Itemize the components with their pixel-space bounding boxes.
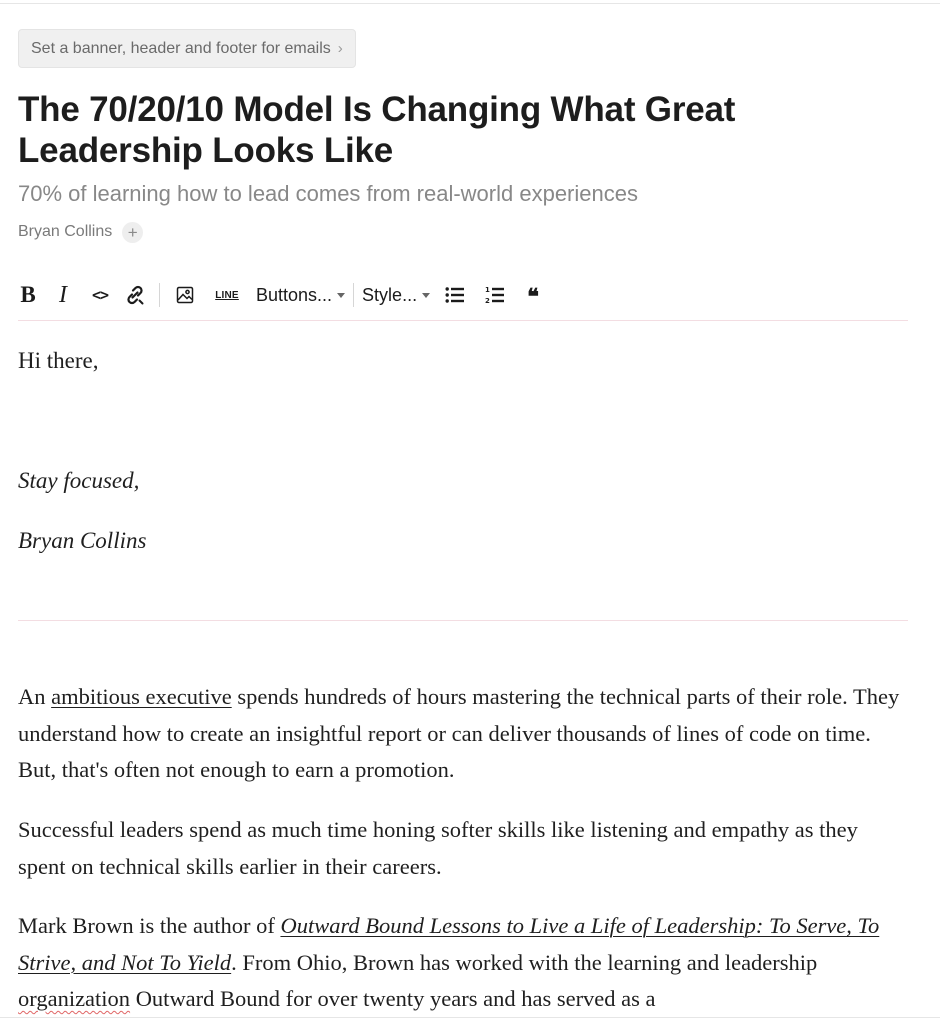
- toolbar-separator: [353, 283, 354, 307]
- paragraph-text: Outward Bound for over twenty years and has served as a: [130, 986, 656, 1011]
- template-divider: [18, 620, 908, 621]
- toolbar-separator: [159, 283, 160, 307]
- link-icon[interactable]: [124, 280, 146, 310]
- toolbar-divider: [18, 320, 908, 321]
- buttons-dropdown[interactable]: [256, 280, 345, 310]
- ambitious-executive-link[interactable]: ambitious executive: [51, 684, 232, 709]
- code-button[interactable]: <>: [91, 286, 109, 304]
- chevron-right-icon: ›: [337, 40, 343, 57]
- author-row: [18, 220, 143, 244]
- paragraph-text: spends hundreds of hours mastering the technical parts of their role. They understand how to create an insightful report or can deliver thousands of lines of code on time. But, that's often not enough to earn a promotion.: [18, 684, 900, 782]
- set-banner-header-footer-button[interactable]: [18, 29, 356, 68]
- numbered-list-icon[interactable]: [485, 280, 505, 310]
- caret-down-icon: [422, 293, 430, 298]
- paragraph-text: Mark Brown is the author of: [18, 913, 281, 938]
- email-signature-name[interactable]: Bryan Collins: [18, 528, 147, 553]
- caret-down-icon: [337, 293, 345, 298]
- bold-button[interactable]: B: [20, 282, 36, 307]
- bullet-list-icon[interactable]: [445, 280, 465, 310]
- bottom-divider: [0, 1017, 940, 1018]
- svg-text:1: 1: [485, 286, 490, 294]
- image-icon[interactable]: [175, 280, 195, 310]
- italic-button[interactable]: I: [59, 281, 67, 308]
- style-dropdown-label: Style...: [362, 284, 418, 305]
- top-divider: [0, 3, 940, 4]
- style-dropdown[interactable]: [362, 280, 430, 310]
- email-greeting[interactable]: Hi there,: [18, 348, 99, 373]
- spellcheck-word[interactable]: organization: [18, 986, 131, 1011]
- banner-button-label: Set a banner, header and footer for emails: [31, 39, 331, 57]
- body-paragraph[interactable]: Successful leaders spend as much time honing softer skills like listening and empathy as they spent on technical skills earlier in their careers.: [18, 817, 858, 879]
- post-subtitle[interactable]: 70% of learning how to lead comes from real-world experiences: [18, 181, 638, 206]
- blockquote-button[interactable]: ❝: [527, 284, 539, 310]
- body-paragraph[interactable]: [18, 679, 908, 789]
- book-title: Outward Bound Lessons to Live a Life of Leadership: To Serve, To Strive, and Not To Yield: [18, 913, 880, 975]
- svg-text:2: 2: [485, 297, 490, 305]
- paragraph-text: An: [18, 684, 52, 709]
- add-author-button[interactable]: +: [122, 222, 143, 243]
- body-paragraph[interactable]: [18, 908, 908, 1018]
- author-name[interactable]: Bryan Collins: [18, 223, 113, 240]
- formatting-toolbar: [18, 278, 908, 312]
- buttons-dropdown-label: Buttons...: [256, 284, 333, 305]
- horizontal-line-button[interactable]: LINE: [215, 289, 239, 301]
- paragraph-text: . From Ohio, Brown has worked with the learning and leadership: [231, 949, 818, 975]
- email-signoff[interactable]: Stay focused,: [18, 468, 140, 493]
- post-title[interactable]: The 70/20/10 Model Is Changing What Great Leadership Looks Like: [18, 90, 736, 170]
